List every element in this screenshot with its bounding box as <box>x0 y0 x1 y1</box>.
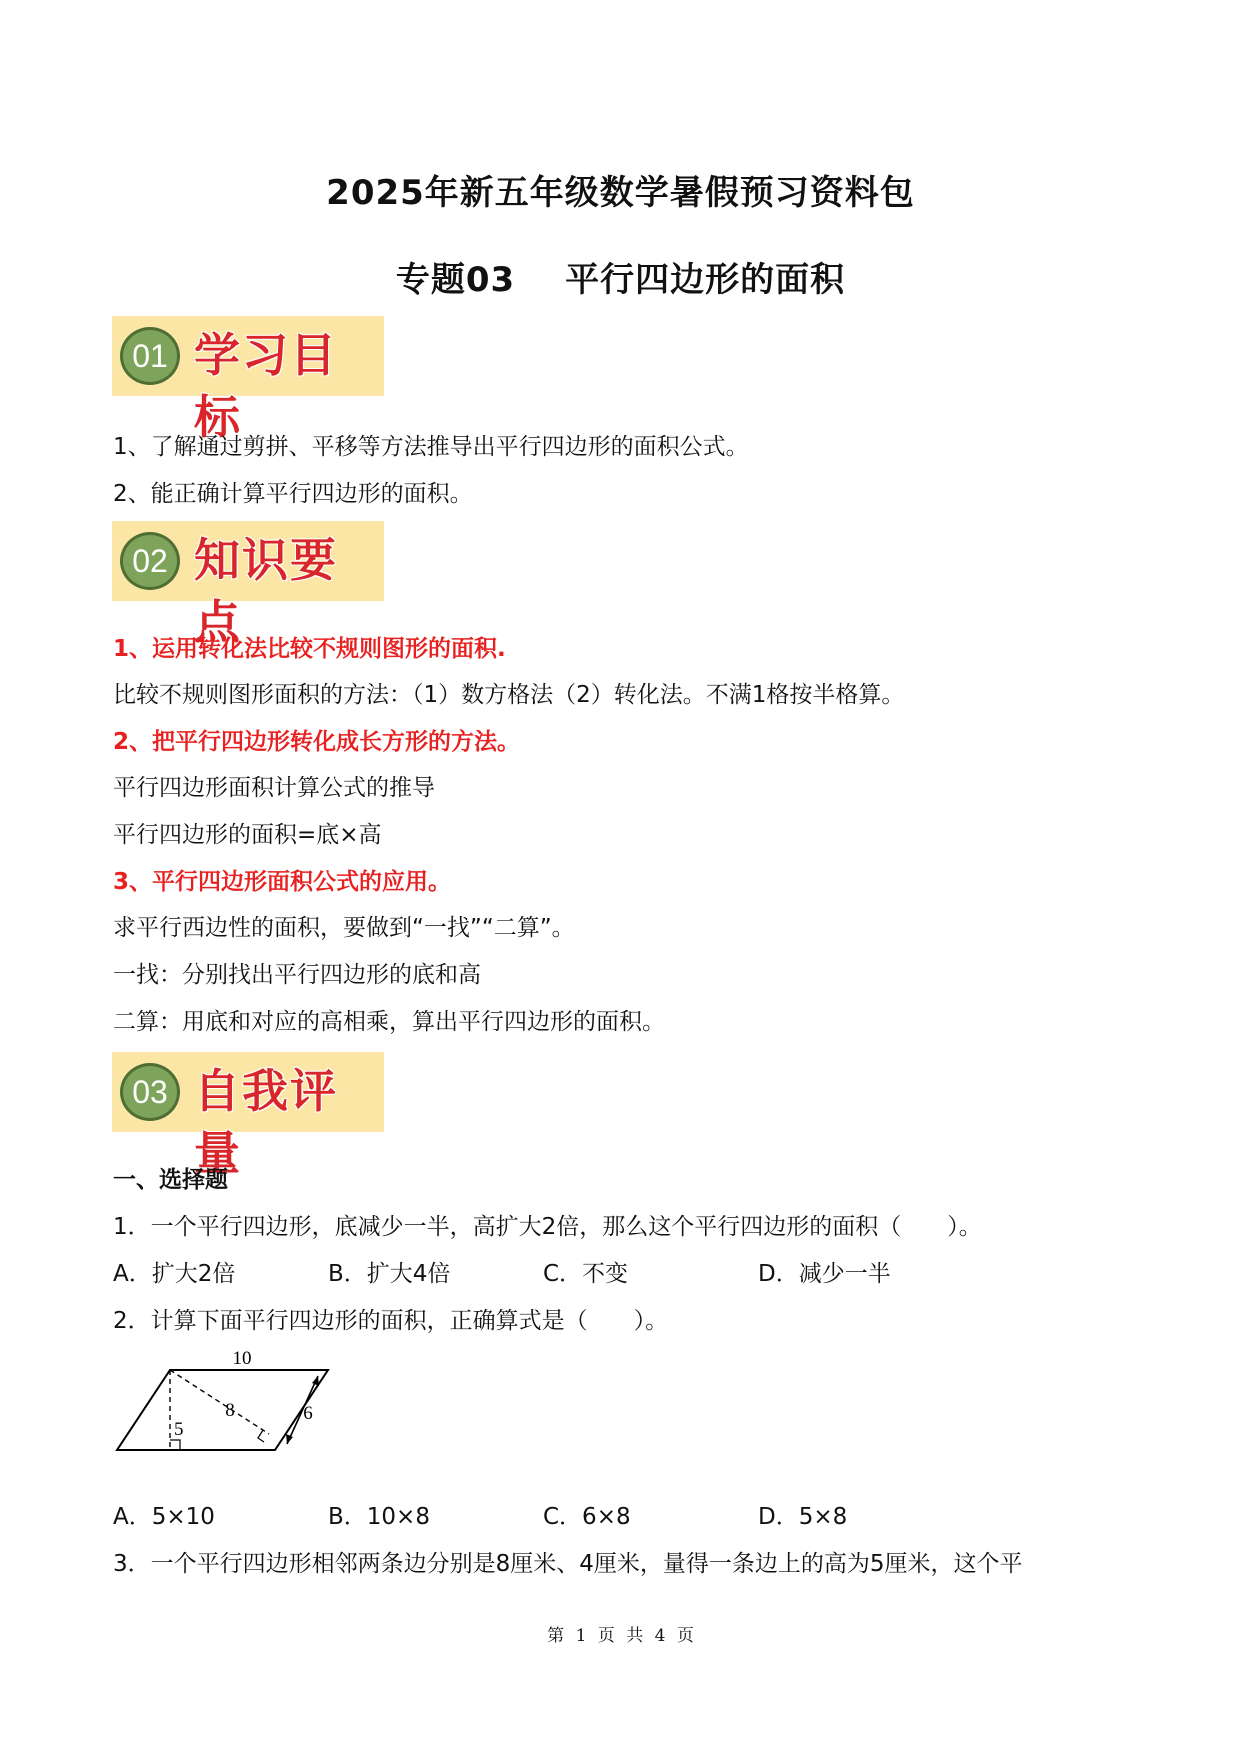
objective-1: 1、了解通过剪拼、平移等方法推导出平行四边形的面积公式。 <box>113 434 749 460</box>
label-top: 10 <box>232 1348 252 1369</box>
knowledge-text-2: 平行四边形面积计算公式的推导 <box>113 775 435 801</box>
badge-label: 知识要点 <box>194 533 338 649</box>
q1-option-c: C．不变 <box>543 1261 629 1287</box>
right-angle-mark <box>170 1440 180 1450</box>
parallelogram-figure <box>112 1346 352 1462</box>
right-angle-mark-2 <box>258 1430 264 1442</box>
badge-label: 自我评量 <box>194 1064 338 1180</box>
arrow-head-top <box>312 1376 319 1386</box>
q2-option-a: A．5×10 <box>113 1504 215 1530</box>
section-badge-learning-goals <box>112 316 384 444</box>
q1-option-a: A．扩大2倍 <box>113 1261 236 1287</box>
q2-option-b: B．10×8 <box>328 1504 430 1530</box>
topic-name: 平行四边形的面积 <box>565 260 846 300</box>
section-badge-key-points <box>112 521 384 649</box>
knowledge-heading-3: 3、平行四边形面积公式的应用。 <box>113 869 452 895</box>
label-height: 5 <box>174 1419 184 1440</box>
objective-2: 2、能正确计算平行四边形的面积。 <box>113 481 473 507</box>
badge-number: 02 <box>120 532 180 590</box>
page-footer: 第 1 页 共 4 页 <box>547 1626 694 1646</box>
question-3: 3．一个平行四边形相邻两条边分别是8厘米、4厘米，量得一条边上的高为5厘米，这个平 <box>113 1551 1023 1577</box>
q1-option-d: D．减少一半 <box>758 1261 891 1287</box>
q2-option-c: C．6×8 <box>543 1504 631 1530</box>
knowledge-text-1: 比较不规则图形面积的方法：（1）数方格法（2）转化法。不满1格按半格算。 <box>113 682 905 708</box>
badge-number: 03 <box>120 1063 180 1121</box>
label-side: 6 <box>303 1403 313 1424</box>
knowledge-formula: 平行四边形的面积=底×高 <box>113 822 382 848</box>
topic-number: 专题03 <box>395 260 516 300</box>
quiz-section-title: 一、选择题 <box>113 1167 228 1193</box>
page-subtitle <box>0 252 1241 301</box>
question-1: 1．一个平行四边形，底减少一半，高扩大2倍，那么这个平行四边形的面积（ ）。 <box>113 1214 982 1240</box>
badge-label: 学习目标 <box>194 328 338 444</box>
knowledge-heading-2: 2、把平行四边形转化成长方形的方法。 <box>113 729 521 755</box>
knowledge-text-5: 二算：用底和对应的高相乘，算出平行四边形的面积。 <box>113 1009 665 1035</box>
page-title: 2025年新五年级数学暑假预习资料包 <box>326 173 915 213</box>
q2-option-d: D．5×8 <box>758 1504 848 1530</box>
knowledge-text-3: 求平行西边性的面积，要做到“一找”“二算”。 <box>113 915 575 941</box>
arrow-head-bottom <box>286 1434 293 1444</box>
badge-number: 01 <box>120 327 180 385</box>
parallelogram-outline <box>117 1370 328 1450</box>
knowledge-text-4: 一找：分别找出平行四边形的底和高 <box>113 962 481 988</box>
label-diagonal: 8 <box>225 1400 235 1421</box>
question-2: 2．计算下面平行四边形的面积，正确算式是（ ）。 <box>113 1308 669 1334</box>
diagonal-height-line <box>170 1370 269 1434</box>
knowledge-heading-1: 1、运用转化法比较不规则图形的面积. <box>113 636 506 662</box>
q1-option-b: B．扩大4倍 <box>328 1261 451 1287</box>
